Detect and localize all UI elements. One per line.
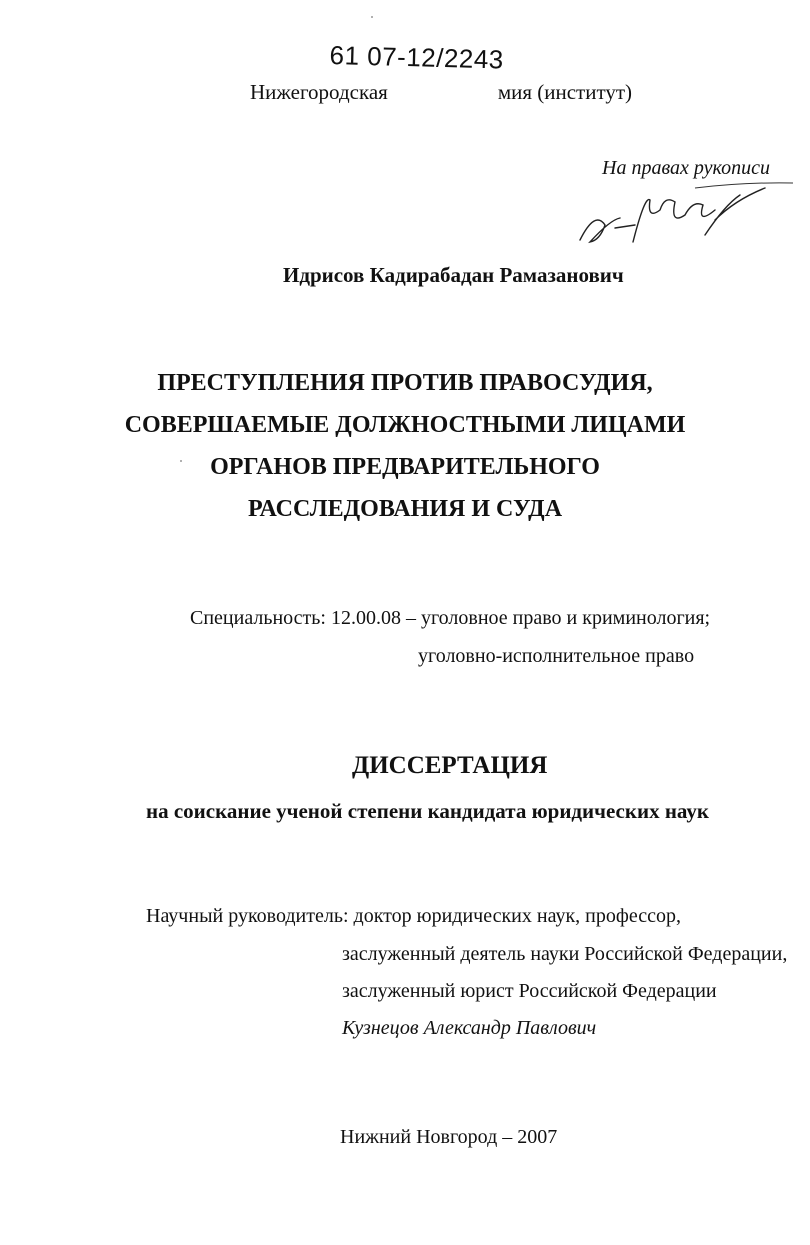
institution-name-left: Нижегородская [250,80,388,104]
supervisor-name: Кузнецов Александр Павлович [342,1017,597,1039]
document-type: ДИССЕРТАЦИЯ [352,752,548,779]
institution-name [250,80,632,105]
title-line: ОРГАНОВ ПРЕДВАРИТЕЛЬНОГО [210,454,600,480]
title-line: ПРЕСТУПЛЕНИЯ ПРОТИВ ПРАВОСУДИЯ, [157,370,653,396]
catalog-number: 61 07-12/2243 [329,40,505,75]
specialty-line-2: уголовно-исполнительное право [418,645,695,667]
supervisor-line-3: заслуженный юрист Российской Федерации [342,980,717,1002]
city-year: Нижний Новгород – 2007 [340,1126,558,1148]
specialty-line-1: Специальность: 12.00.08 – уголовное право и криминология; [190,607,711,629]
scan-speck [180,460,182,462]
institution-name-right: мия (институт) [497,80,633,104]
stamp-gap [388,87,498,101]
supervisor-line-2: заслуженный деятель науки Российской Федерации, [342,943,788,965]
handwritten-signature [565,180,795,255]
author-name: Идрисов Кадирабадан Рамазанович [283,263,624,287]
scan-speck [371,16,373,18]
title-line: РАССЛЕДОВАНИЯ И СУДА [247,496,563,522]
degree-line: на соискание ученой степени кандидата юридических наук [146,799,709,823]
manuscript-note: На правах рукописи [602,157,770,179]
title-line: СОВЕРШАЕМЫЕ ДОЛЖНОСТНЫМИ ЛИЦАМИ [124,412,686,438]
supervisor-line-1: Научный руководитель: доктор юридических наук, профессор, [146,905,681,927]
dissertation-title [110,362,700,530]
